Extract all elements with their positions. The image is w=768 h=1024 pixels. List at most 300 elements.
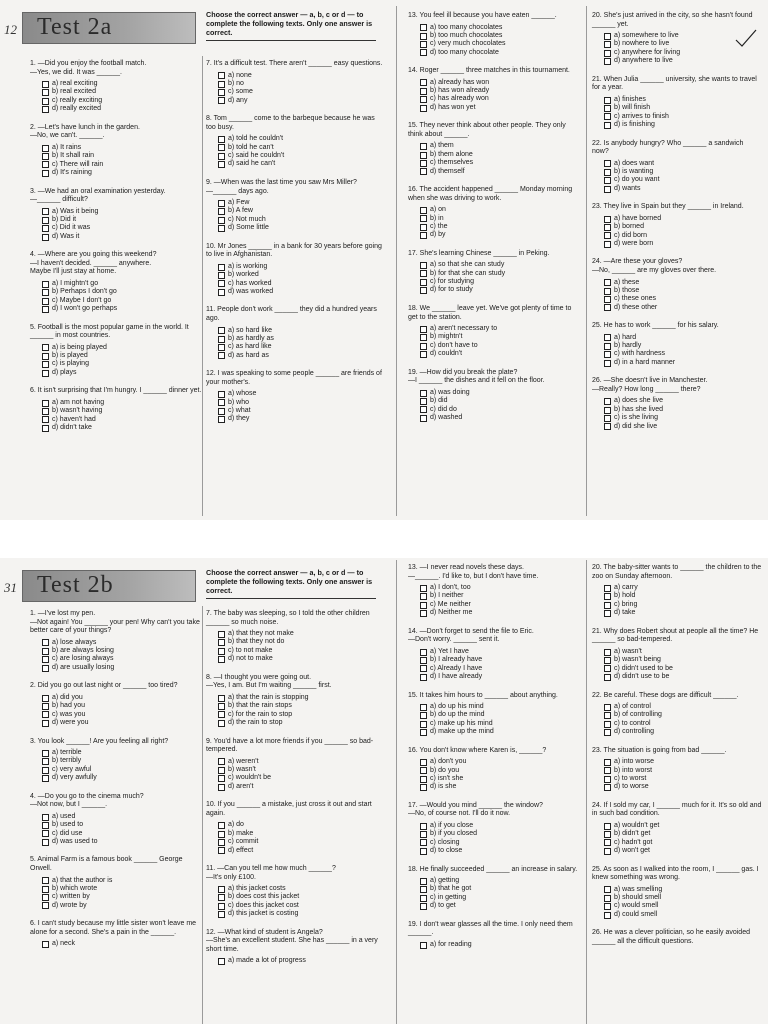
- answer-option[interactable]: [604, 847, 762, 855]
- answer-checkbox[interactable]: [42, 711, 49, 718]
- answer-checkbox[interactable]: [42, 425, 49, 432]
- answer-checkbox[interactable]: [218, 416, 225, 423]
- answer-checkbox[interactable]: [604, 41, 611, 48]
- answer-option[interactable]: [420, 325, 580, 333]
- answer-checkbox[interactable]: [420, 721, 427, 728]
- answer-checkbox[interactable]: [42, 941, 49, 948]
- answer-option[interactable]: [420, 728, 580, 736]
- answer-checkbox[interactable]: [42, 153, 49, 160]
- answer-option[interactable]: [420, 143, 580, 151]
- answer-checkbox[interactable]: [604, 585, 611, 592]
- answer-option[interactable]: [604, 656, 762, 664]
- answer-option[interactable]: [42, 208, 202, 216]
- answer-option[interactable]: [420, 49, 580, 57]
- answer-option[interactable]: [218, 224, 384, 232]
- answer-checkbox[interactable]: [420, 232, 427, 239]
- answer-checkbox[interactable]: [420, 823, 427, 830]
- answer-checkbox[interactable]: [604, 360, 611, 367]
- answer-checkbox[interactable]: [218, 839, 225, 846]
- answer-checkbox[interactable]: [218, 225, 225, 232]
- answer-checkbox[interactable]: [218, 344, 225, 351]
- answer-checkbox[interactable]: [42, 886, 49, 893]
- answer-checkbox[interactable]: [420, 593, 427, 600]
- answer-checkbox[interactable]: [218, 217, 225, 224]
- answer-option[interactable]: [604, 609, 762, 617]
- answer-checkbox[interactable]: [42, 298, 49, 305]
- answer-checkbox[interactable]: [218, 822, 225, 829]
- answer-checkbox[interactable]: [42, 225, 49, 232]
- answer-checkbox[interactable]: [604, 288, 611, 295]
- answer-option[interactable]: [604, 334, 762, 342]
- answer-checkbox[interactable]: [218, 399, 225, 406]
- answer-checkbox[interactable]: [604, 848, 611, 855]
- answer-checkbox[interactable]: [420, 610, 427, 617]
- answer-option[interactable]: [218, 390, 384, 398]
- answer-checkbox[interactable]: [420, 767, 427, 774]
- answer-option[interactable]: [218, 639, 384, 647]
- answer-checkbox[interactable]: [218, 289, 225, 296]
- answer-option[interactable]: [420, 261, 580, 269]
- answer-checkbox[interactable]: [604, 97, 611, 104]
- answer-checkbox[interactable]: [420, 143, 427, 150]
- answer-option[interactable]: [604, 758, 762, 766]
- answer-option[interactable]: [42, 893, 202, 901]
- answer-option[interactable]: [604, 903, 762, 911]
- answer-option[interactable]: [218, 821, 384, 829]
- answer-checkbox[interactable]: [420, 79, 427, 86]
- answer-checkbox[interactable]: [420, 704, 427, 711]
- answer-checkbox[interactable]: [42, 750, 49, 757]
- answer-checkbox[interactable]: [218, 391, 225, 398]
- answer-option[interactable]: [42, 766, 202, 774]
- answer-option[interactable]: [420, 720, 580, 728]
- answer-option[interactable]: [604, 304, 762, 312]
- answer-option[interactable]: [218, 343, 384, 351]
- answer-checkbox[interactable]: [42, 217, 49, 224]
- answer-checkbox[interactable]: [218, 911, 225, 918]
- answer-option[interactable]: [420, 334, 580, 342]
- answer-checkbox[interactable]: [604, 729, 611, 736]
- answer-option[interactable]: [604, 359, 762, 367]
- answer-checkbox[interactable]: [604, 224, 611, 231]
- answer-checkbox[interactable]: [604, 351, 611, 358]
- answer-option[interactable]: [420, 397, 580, 405]
- answer-checkbox[interactable]: [42, 400, 49, 407]
- answer-option[interactable]: [420, 593, 580, 601]
- answer-option[interactable]: [420, 96, 580, 104]
- answer-option[interactable]: [420, 894, 580, 902]
- answer-option[interactable]: [42, 711, 202, 719]
- answer-checkbox[interactable]: [218, 144, 225, 151]
- answer-option[interactable]: [218, 838, 384, 846]
- answer-option[interactable]: [218, 280, 384, 288]
- answer-option[interactable]: [218, 352, 384, 360]
- answer-option[interactable]: [604, 830, 762, 838]
- answer-checkbox[interactable]: [420, 88, 427, 95]
- answer-option[interactable]: [42, 774, 202, 782]
- answer-checkbox[interactable]: [604, 704, 611, 711]
- answer-option[interactable]: [218, 97, 384, 105]
- answer-option[interactable]: [218, 207, 384, 215]
- answer-option[interactable]: [604, 822, 762, 830]
- answer-checkbox[interactable]: [42, 830, 49, 837]
- answer-option[interactable]: [604, 168, 762, 176]
- answer-option[interactable]: [42, 830, 202, 838]
- answer-checkbox[interactable]: [604, 602, 611, 609]
- answer-option[interactable]: [420, 767, 580, 775]
- answer-checkbox[interactable]: [218, 272, 225, 279]
- answer-option[interactable]: [42, 233, 202, 241]
- answer-checkbox[interactable]: [218, 784, 225, 791]
- answer-checkbox[interactable]: [420, 657, 427, 664]
- answer-checkbox[interactable]: [420, 415, 427, 422]
- answer-option[interactable]: [42, 885, 202, 893]
- answer-option[interactable]: [420, 223, 580, 231]
- answer-option[interactable]: [604, 121, 762, 129]
- answer-checkbox[interactable]: [420, 665, 427, 672]
- answer-checkbox[interactable]: [604, 831, 611, 838]
- answer-checkbox[interactable]: [218, 208, 225, 215]
- answer-option[interactable]: [604, 775, 762, 783]
- answer-option[interactable]: [218, 894, 384, 902]
- answer-checkbox[interactable]: [218, 648, 225, 655]
- answer-option[interactable]: [420, 151, 580, 159]
- answer-checkbox[interactable]: [604, 886, 611, 893]
- answer-option[interactable]: [42, 664, 202, 672]
- answer-checkbox[interactable]: [42, 877, 49, 884]
- answer-option[interactable]: [42, 352, 202, 360]
- answer-option[interactable]: [420, 941, 580, 949]
- answer-checkbox[interactable]: [420, 343, 427, 350]
- answer-checkbox[interactable]: [42, 161, 49, 168]
- answer-option[interactable]: [218, 902, 384, 910]
- answer-checkbox[interactable]: [420, 585, 427, 592]
- answer-option[interactable]: [420, 168, 580, 176]
- answer-option[interactable]: [420, 389, 580, 397]
- answer-checkbox[interactable]: [218, 72, 225, 79]
- answer-option[interactable]: [218, 135, 384, 143]
- answer-checkbox[interactable]: [42, 306, 49, 313]
- answer-checkbox[interactable]: [604, 343, 611, 350]
- answer-checkbox[interactable]: [42, 170, 49, 177]
- answer-option[interactable]: [420, 159, 580, 167]
- answer-option[interactable]: [218, 719, 384, 727]
- answer-checkbox[interactable]: [420, 215, 427, 222]
- answer-option[interactable]: [420, 584, 580, 592]
- answer-checkbox[interactable]: [42, 106, 49, 113]
- answer-checkbox[interactable]: [218, 89, 225, 96]
- answer-option[interactable]: [218, 885, 384, 893]
- answer-checkbox[interactable]: [420, 96, 427, 103]
- answer-checkbox[interactable]: [420, 279, 427, 286]
- answer-option[interactable]: [420, 231, 580, 239]
- answer-checkbox[interactable]: [218, 775, 225, 782]
- answer-checkbox[interactable]: [42, 361, 49, 368]
- answer-checkbox[interactable]: [218, 327, 225, 334]
- answer-option[interactable]: [604, 49, 762, 57]
- answer-checkbox[interactable]: [604, 767, 611, 774]
- answer-checkbox[interactable]: [604, 113, 611, 120]
- answer-checkbox[interactable]: [604, 186, 611, 193]
- answer-option[interactable]: [604, 593, 762, 601]
- answer-option[interactable]: [420, 673, 580, 681]
- answer-option[interactable]: [42, 305, 202, 313]
- answer-option[interactable]: [42, 656, 202, 664]
- answer-option[interactable]: [604, 703, 762, 711]
- answer-checkbox[interactable]: [42, 758, 49, 765]
- answer-checkbox[interactable]: [604, 823, 611, 830]
- answer-checkbox[interactable]: [420, 848, 427, 855]
- answer-option[interactable]: [420, 87, 580, 95]
- answer-option[interactable]: [218, 711, 384, 719]
- answer-option[interactable]: [42, 369, 202, 377]
- answer-option[interactable]: [42, 105, 202, 113]
- answer-checkbox[interactable]: [218, 153, 225, 160]
- answer-checkbox[interactable]: [604, 895, 611, 902]
- answer-option[interactable]: [604, 104, 762, 112]
- answer-option[interactable]: [42, 169, 202, 177]
- answer-option[interactable]: [604, 767, 762, 775]
- answer-option[interactable]: [604, 711, 762, 719]
- answer-option[interactable]: [604, 911, 762, 919]
- answer-option[interactable]: [42, 424, 202, 432]
- answer-checkbox[interactable]: [604, 721, 611, 728]
- answer-checkbox[interactable]: [218, 894, 225, 901]
- answer-option[interactable]: [218, 271, 384, 279]
- answer-option[interactable]: [218, 758, 384, 766]
- answer-option[interactable]: [42, 877, 202, 885]
- answer-checkbox[interactable]: [420, 334, 427, 341]
- answer-option[interactable]: [420, 278, 580, 286]
- answer-checkbox[interactable]: [420, 942, 427, 949]
- answer-checkbox[interactable]: [218, 903, 225, 910]
- answer-option[interactable]: [42, 152, 202, 160]
- answer-option[interactable]: [420, 902, 580, 910]
- answer-checkbox[interactable]: [218, 97, 225, 104]
- answer-checkbox[interactable]: [42, 648, 49, 655]
- answer-checkbox[interactable]: [420, 160, 427, 167]
- answer-option[interactable]: [420, 342, 580, 350]
- answer-checkbox[interactable]: [42, 145, 49, 152]
- answer-checkbox[interactable]: [420, 390, 427, 397]
- answer-checkbox[interactable]: [604, 839, 611, 846]
- answer-option[interactable]: [42, 288, 202, 296]
- answer-checkbox[interactable]: [420, 712, 427, 719]
- answer-checkbox[interactable]: [218, 81, 225, 88]
- answer-checkbox[interactable]: [420, 729, 427, 736]
- answer-option[interactable]: [420, 822, 580, 830]
- answer-option[interactable]: [42, 216, 202, 224]
- answer-option[interactable]: [420, 270, 580, 278]
- answer-checkbox[interactable]: [420, 351, 427, 358]
- answer-option[interactable]: [420, 711, 580, 719]
- answer-option[interactable]: [42, 161, 202, 169]
- answer-checkbox[interactable]: [604, 58, 611, 65]
- answer-option[interactable]: [218, 774, 384, 782]
- answer-option[interactable]: [218, 766, 384, 774]
- answer-option[interactable]: [218, 72, 384, 80]
- answer-option[interactable]: [42, 647, 202, 655]
- answer-checkbox[interactable]: [218, 831, 225, 838]
- answer-checkbox[interactable]: [420, 105, 427, 112]
- answer-option[interactable]: [218, 152, 384, 160]
- answer-checkbox[interactable]: [42, 81, 49, 88]
- answer-checkbox[interactable]: [218, 656, 225, 663]
- answer-checkbox[interactable]: [420, 152, 427, 159]
- answer-option[interactable]: [604, 584, 762, 592]
- answer-option[interactable]: [420, 775, 580, 783]
- answer-checkbox[interactable]: [420, 886, 427, 893]
- answer-checkbox[interactable]: [420, 784, 427, 791]
- answer-option[interactable]: [42, 344, 202, 352]
- answer-checkbox[interactable]: [420, 41, 427, 48]
- answer-option[interactable]: [604, 673, 762, 681]
- answer-option[interactable]: [604, 240, 762, 248]
- answer-option[interactable]: [420, 665, 580, 673]
- answer-option[interactable]: [420, 847, 580, 855]
- answer-checkbox[interactable]: [420, 602, 427, 609]
- answer-checkbox[interactable]: [42, 695, 49, 702]
- answer-option[interactable]: [604, 398, 762, 406]
- answer-option[interactable]: [218, 702, 384, 710]
- answer-option[interactable]: [218, 399, 384, 407]
- answer-checkbox[interactable]: [42, 89, 49, 96]
- answer-option[interactable]: [42, 416, 202, 424]
- answer-option[interactable]: [218, 88, 384, 96]
- answer-checkbox[interactable]: [420, 649, 427, 656]
- answer-option[interactable]: [42, 757, 202, 765]
- answer-option[interactable]: [420, 24, 580, 32]
- answer-checkbox[interactable]: [420, 224, 427, 231]
- answer-option[interactable]: [420, 783, 580, 791]
- answer-option[interactable]: [218, 783, 384, 791]
- answer-checkbox[interactable]: [42, 281, 49, 288]
- answer-option[interactable]: [420, 886, 580, 894]
- answer-option[interactable]: [218, 847, 384, 855]
- answer-option[interactable]: [420, 414, 580, 422]
- answer-option[interactable]: [420, 609, 580, 617]
- answer-option[interactable]: [42, 80, 202, 88]
- answer-checkbox[interactable]: [42, 353, 49, 360]
- answer-checkbox[interactable]: [604, 160, 611, 167]
- answer-option[interactable]: [604, 423, 762, 431]
- answer-option[interactable]: [604, 215, 762, 223]
- answer-checkbox[interactable]: [604, 33, 611, 40]
- answer-checkbox[interactable]: [604, 912, 611, 919]
- answer-option[interactable]: [604, 279, 762, 287]
- answer-checkbox[interactable]: [42, 98, 49, 105]
- answer-checkbox[interactable]: [218, 695, 225, 702]
- answer-checkbox[interactable]: [218, 703, 225, 710]
- answer-checkbox[interactable]: [42, 289, 49, 296]
- answer-option[interactable]: [42, 407, 202, 415]
- answer-option[interactable]: [42, 639, 202, 647]
- answer-checkbox[interactable]: [604, 296, 611, 303]
- answer-checkbox[interactable]: [604, 279, 611, 286]
- answer-checkbox[interactable]: [420, 839, 427, 846]
- answer-checkbox[interactable]: [218, 408, 225, 415]
- answer-option[interactable]: [218, 80, 384, 88]
- answer-option[interactable]: [42, 361, 202, 369]
- answer-option[interactable]: [604, 160, 762, 168]
- answer-option[interactable]: [42, 144, 202, 152]
- answer-option[interactable]: [420, 648, 580, 656]
- answer-option[interactable]: [218, 694, 384, 702]
- answer-option[interactable]: [42, 89, 202, 97]
- answer-option[interactable]: [42, 940, 202, 948]
- answer-checkbox[interactable]: [420, 776, 427, 783]
- answer-option[interactable]: [420, 206, 580, 214]
- answer-option[interactable]: [42, 694, 202, 702]
- answer-checkbox[interactable]: [218, 847, 225, 854]
- answer-checkbox[interactable]: [420, 398, 427, 405]
- answer-option[interactable]: [218, 335, 384, 343]
- answer-checkbox[interactable]: [42, 639, 49, 646]
- answer-checkbox[interactable]: [604, 903, 611, 910]
- answer-option[interactable]: [604, 287, 762, 295]
- answer-checkbox[interactable]: [218, 639, 225, 646]
- answer-checkbox[interactable]: [420, 759, 427, 766]
- answer-option[interactable]: [420, 656, 580, 664]
- answer-checkbox[interactable]: [604, 423, 611, 430]
- answer-checkbox[interactable]: [604, 407, 611, 414]
- answer-option[interactable]: [420, 406, 580, 414]
- answer-option[interactable]: [604, 185, 762, 193]
- answer-option[interactable]: [420, 350, 580, 358]
- answer-checkbox[interactable]: [604, 649, 611, 656]
- answer-checkbox[interactable]: [604, 665, 611, 672]
- answer-checkbox[interactable]: [604, 398, 611, 405]
- answer-checkbox[interactable]: [420, 270, 427, 277]
- answer-checkbox[interactable]: [42, 839, 49, 846]
- answer-option[interactable]: [604, 665, 762, 673]
- answer-option[interactable]: [42, 749, 202, 757]
- answer-option[interactable]: [42, 702, 202, 710]
- answer-checkbox[interactable]: [42, 775, 49, 782]
- answer-checkbox[interactable]: [420, 49, 427, 56]
- answer-option[interactable]: [218, 647, 384, 655]
- answer-option[interactable]: [604, 886, 762, 894]
- answer-checkbox[interactable]: [420, 406, 427, 413]
- answer-option[interactable]: [604, 351, 762, 359]
- answer-checkbox[interactable]: [604, 415, 611, 422]
- answer-checkbox[interactable]: [218, 631, 225, 638]
- answer-checkbox[interactable]: [604, 593, 611, 600]
- answer-checkbox[interactable]: [218, 352, 225, 359]
- answer-option[interactable]: [420, 839, 580, 847]
- answer-option[interactable]: [218, 144, 384, 152]
- answer-option[interactable]: [420, 877, 580, 885]
- answer-option[interactable]: [604, 601, 762, 609]
- answer-option[interactable]: [604, 96, 762, 104]
- answer-checkbox[interactable]: [218, 200, 225, 207]
- answer-option[interactable]: [604, 728, 762, 736]
- answer-option[interactable]: [218, 263, 384, 271]
- answer-checkbox[interactable]: [42, 408, 49, 415]
- answer-checkbox[interactable]: [604, 334, 611, 341]
- answer-checkbox[interactable]: [420, 903, 427, 910]
- answer-checkbox[interactable]: [604, 759, 611, 766]
- answer-option[interactable]: [604, 648, 762, 656]
- answer-checkbox[interactable]: [604, 105, 611, 112]
- answer-checkbox[interactable]: [420, 287, 427, 294]
- answer-checkbox[interactable]: [604, 657, 611, 664]
- answer-option[interactable]: [218, 216, 384, 224]
- answer-checkbox[interactable]: [218, 758, 225, 765]
- answer-option[interactable]: [420, 40, 580, 48]
- answer-checkbox[interactable]: [42, 720, 49, 727]
- answer-checkbox[interactable]: [42, 767, 49, 774]
